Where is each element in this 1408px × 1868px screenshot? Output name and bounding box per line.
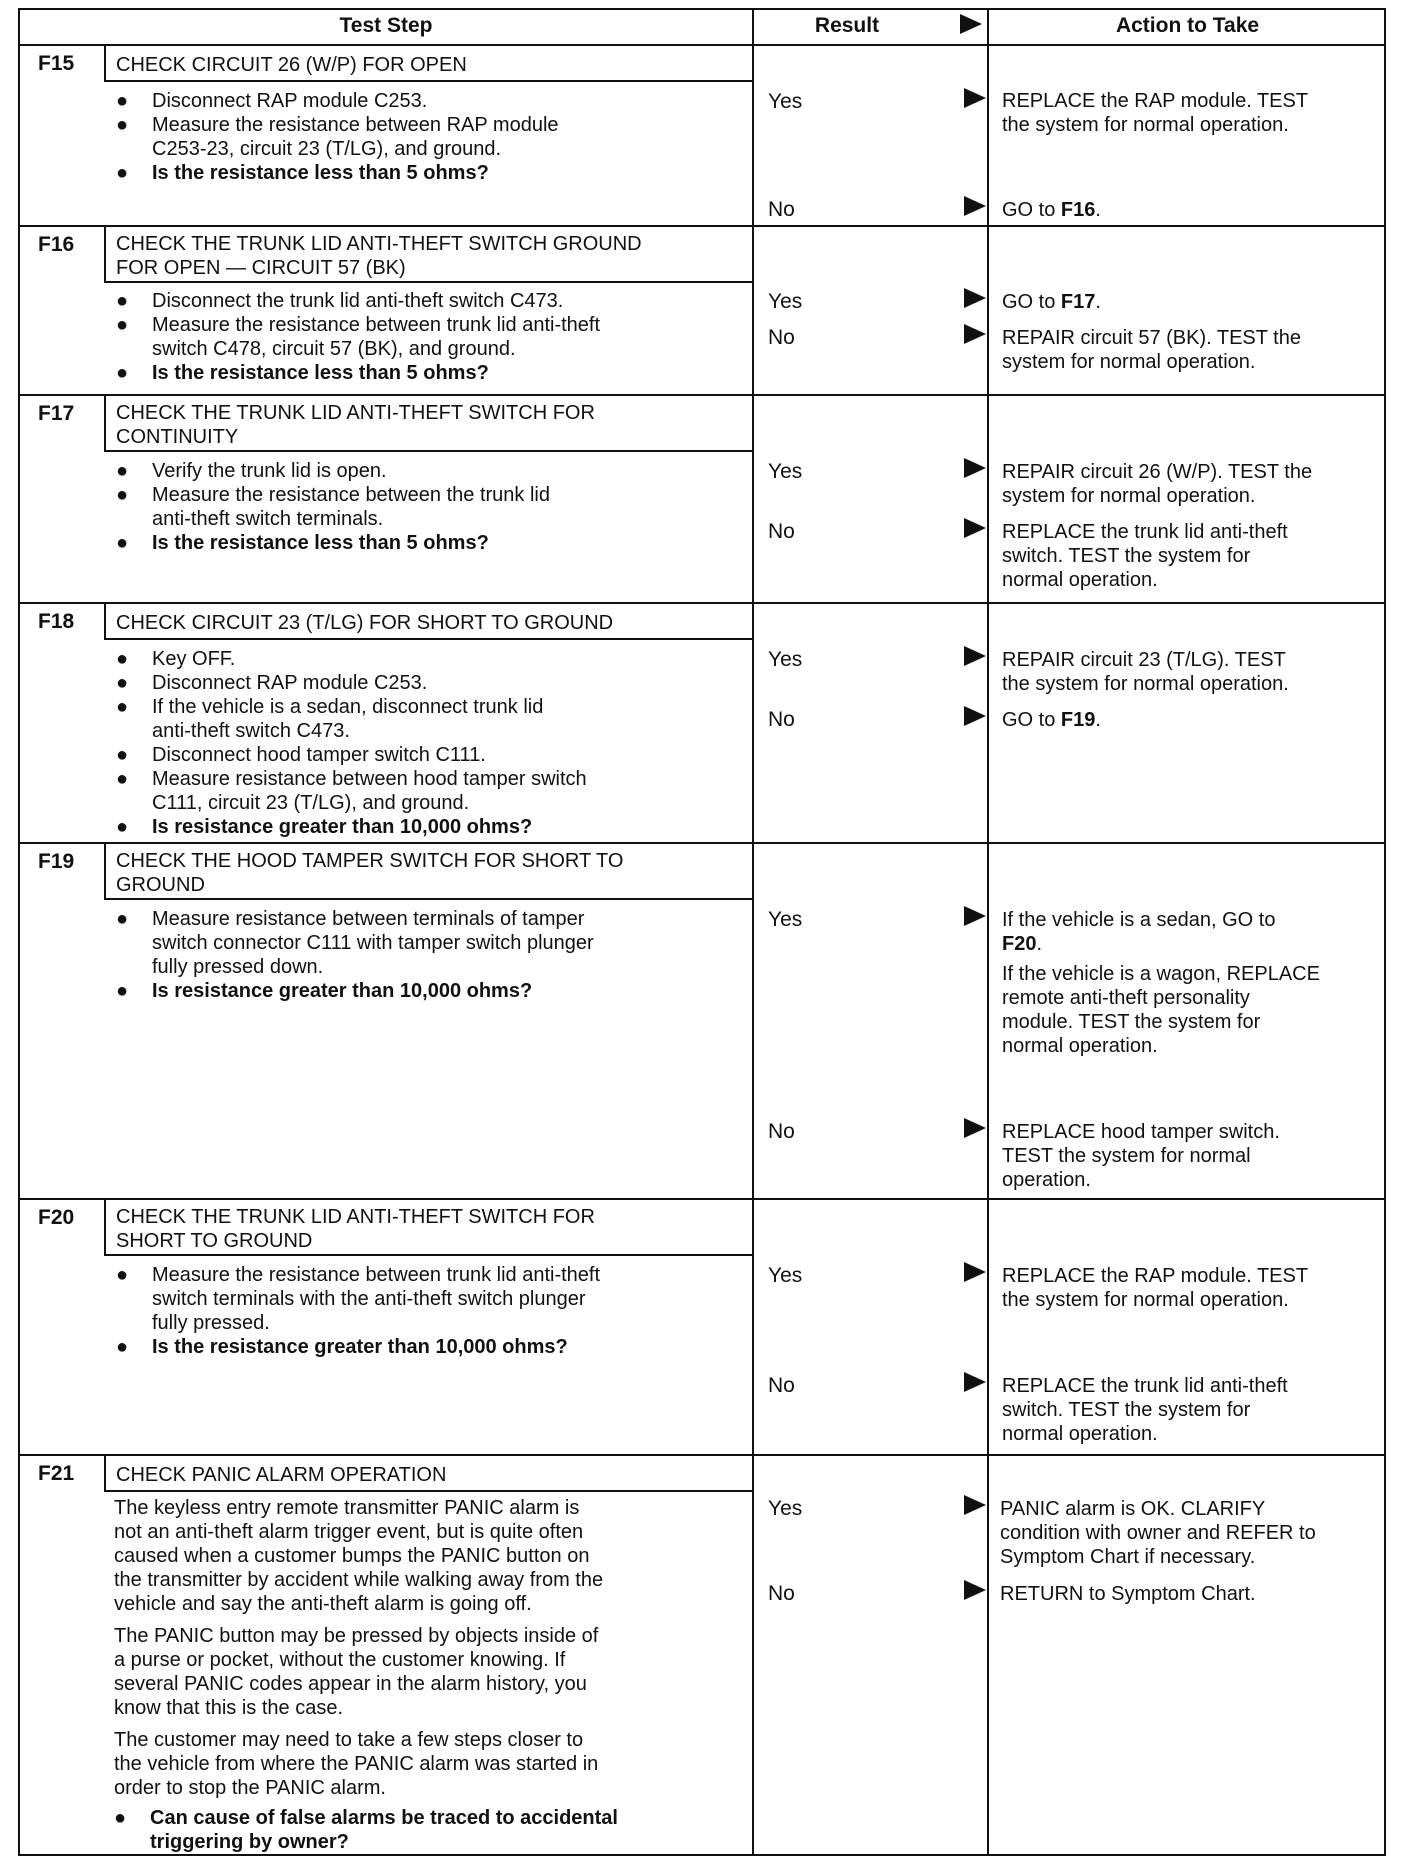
title-divider <box>104 1490 752 1492</box>
arrow-icon <box>964 1495 986 1515</box>
action-text: GO to F17. <box>1002 291 1101 313</box>
action-text: REPAIR circuit 26 (W/P). TEST the system for normal operation. <box>1002 461 1313 507</box>
arrow-icon <box>964 458 986 478</box>
step-question: ● Is the resistance less than 5 ohms? <box>116 362 489 384</box>
arrow-icon <box>964 1372 986 1392</box>
arrow-icon <box>964 706 986 726</box>
header-divider <box>20 44 1386 46</box>
id-divider <box>104 394 106 450</box>
step-question: ● Is the resistance less than 5 ohms? <box>116 532 489 554</box>
header-arrow-icon <box>960 14 982 34</box>
arrow-icon <box>964 324 986 344</box>
step-question: ● Can cause of false alarms be traced to accidental triggering by owner? <box>114 1807 618 1853</box>
step-bullet: ● Measure the resistance between trunk lid anti-theft switch C478, circuit 57 (BK), and ground. <box>116 314 601 360</box>
step-bullet: ● Measure the resistance between trunk lid anti-theft switch terminals with the anti-theft switch plunger fully pressed. <box>116 1264 601 1334</box>
step-bullet: ● Verify the trunk lid is open. <box>116 460 387 482</box>
step-bullet: ● Disconnect hood tamper switch C111. <box>116 744 486 766</box>
step-id: F19 <box>38 850 75 873</box>
step-question: ● Is the resistance greater than 10,000 ohms? <box>116 1336 568 1358</box>
title-divider <box>104 638 752 640</box>
id-divider <box>104 602 106 638</box>
result-yes: Yes <box>768 1264 803 1287</box>
step-id: F18 <box>38 610 75 633</box>
step-title: CHECK THE TRUNK LID ANTI-THEFT SWITCH FOR SHORT TO GROUND <box>116 1206 595 1252</box>
action-text: REPLACE the RAP module. TEST the system for normal operation. <box>1002 1265 1309 1311</box>
result-yes: Yes <box>768 908 803 931</box>
step-question: ● Is resistance greater than 10,000 ohms? <box>116 980 533 1002</box>
action-text: REPLACE the RAP module. TEST the system for normal operation. <box>1002 90 1309 136</box>
result-yes: Yes <box>768 648 803 671</box>
step-id: F21 <box>38 1462 75 1485</box>
result-yes: Yes <box>768 1497 803 1520</box>
result-yes: Yes <box>768 460 803 483</box>
arrow-icon <box>964 196 986 216</box>
result-no: No <box>768 1120 795 1143</box>
step-paragraph: The customer may need to take a few steps closer to the vehicle from where the PANIC alarm was started in order to stop the PANIC alarm. <box>114 1729 599 1799</box>
step-title: CHECK PANIC ALARM OPERATION <box>116 1464 447 1486</box>
title-divider <box>104 450 752 452</box>
row-divider <box>20 225 1386 227</box>
row-divider <box>20 842 1386 844</box>
step-bullet: ● Measure resistance between hood tamper switch C111, circuit 23 (T/LG), and ground. <box>116 768 587 814</box>
action-text: REPLACE the trunk lid anti-theft switch. TEST the system for normal operation. <box>1002 1375 1288 1445</box>
action-text: REPLACE hood tamper switch. TEST the system for normal operation. <box>1002 1121 1280 1191</box>
step-bullet: ● Disconnect RAP module C253. <box>116 90 428 112</box>
step-id: F16 <box>38 233 75 256</box>
step-question: ● Is the resistance less than 5 ohms? <box>116 162 489 184</box>
header-test-step: Test Step <box>339 14 433 37</box>
result-no: No <box>768 520 795 543</box>
action-text: REPAIR circuit 57 (BK). TEST the system for normal operation. <box>1002 327 1301 373</box>
action-text: REPAIR circuit 23 (T/LG). TEST the system for normal operation. <box>1002 649 1289 695</box>
step-title: CHECK THE TRUNK LID ANTI-THEFT SWITCH FOR CONTINUITY <box>116 402 595 448</box>
arrow-icon <box>964 288 986 308</box>
result-yes: Yes <box>768 90 803 113</box>
result-no: No <box>768 1582 795 1605</box>
result-no: No <box>768 708 795 731</box>
row-divider <box>20 394 1386 396</box>
header-result: Result <box>814 14 880 37</box>
action-text: GO to F16. <box>1002 199 1101 221</box>
arrow-icon <box>964 906 986 926</box>
action-text: GO to F19. <box>1002 709 1101 731</box>
result-no: No <box>768 1374 795 1397</box>
id-divider <box>104 44 106 80</box>
column-divider-action <box>987 10 989 1856</box>
title-divider <box>104 80 752 82</box>
step-id: F20 <box>38 1206 75 1229</box>
arrow-icon <box>964 88 986 108</box>
step-bullet: ● Measure the resistance between RAP module C253-23, circuit 23 (T/LG), and ground. <box>116 114 559 160</box>
step-bullet: ● Measure the resistance between the trunk lid anti-theft switch terminals. <box>116 484 550 530</box>
step-bullet: ● Measure resistance between terminals of tamper switch connector C111 with tamper switch plunger fully pressed down. <box>116 908 594 978</box>
header-action: Action to Take <box>1115 14 1260 37</box>
step-title: CHECK THE TRUNK LID ANTI-THEFT SWITCH GROUND FOR OPEN — CIRCUIT 57 (BK) <box>116 233 642 279</box>
id-divider <box>104 1198 106 1254</box>
step-bullet: ● Disconnect RAP module C253. <box>116 672 428 694</box>
arrow-icon <box>964 1262 986 1282</box>
action-text: If the vehicle is a sedan, GO to F20. <box>1002 909 1276 955</box>
id-divider <box>104 225 106 281</box>
column-divider-result <box>752 10 754 1856</box>
step-title: CHECK CIRCUIT 23 (T/LG) FOR SHORT TO GROUND <box>116 612 614 634</box>
arrow-icon <box>964 1118 986 1138</box>
title-divider <box>104 898 752 900</box>
arrow-icon <box>964 1580 986 1600</box>
result-no: No <box>768 198 795 221</box>
step-paragraph: The PANIC button may be pressed by objects inside of a purse or pocket, without the customer knowing. If several PANIC codes appear in the alarm history, you know that this is the case. <box>114 1625 599 1719</box>
title-divider <box>104 1254 752 1256</box>
step-id: F17 <box>38 402 75 425</box>
action-text: RETURN to Symptom Chart. <box>1000 1583 1256 1605</box>
step-question: ● Is resistance greater than 10,000 ohms? <box>116 816 533 838</box>
title-divider <box>104 281 752 283</box>
action-text: If the vehicle is a wagon, REPLACE remote anti-theft personality module. TEST the system for normal operation. <box>1002 963 1320 1057</box>
action-text: REPLACE the trunk lid anti-theft switch. TEST the system for normal operation. <box>1002 521 1288 591</box>
diagnostic-table <box>18 8 1386 1856</box>
row-divider <box>20 1198 1386 1200</box>
id-divider <box>104 1454 106 1490</box>
step-bullet: ● Key OFF. <box>116 648 236 670</box>
result-no: No <box>768 326 795 349</box>
step-bullet: ● Disconnect the trunk lid anti-theft switch C473. <box>116 290 564 312</box>
step-title: CHECK THE HOOD TAMPER SWITCH FOR SHORT TO GROUND <box>116 850 624 896</box>
row-divider <box>20 602 1386 604</box>
step-bullet: ● If the vehicle is a sedan, disconnect trunk lid anti-theft switch C473. <box>116 696 544 742</box>
arrow-icon <box>964 646 986 666</box>
step-id: F15 <box>38 52 75 75</box>
id-divider <box>104 842 106 898</box>
arrow-icon <box>964 518 986 538</box>
step-title: CHECK CIRCUIT 26 (W/P) FOR OPEN <box>116 54 467 76</box>
result-yes: Yes <box>768 290 803 313</box>
row-divider <box>20 1454 1386 1456</box>
step-paragraph: The keyless entry remote transmitter PANIC alarm is not an anti-theft alarm trigger event, but is quite often caused when a customer bumps the PANIC button on the transmitter by accident while walking away from the vehicle and say the anti-theft alarm is going off. <box>114 1497 604 1615</box>
action-text: PANIC alarm is OK. CLARIFY condition with owner and REFER to Symptom Chart if necessary. <box>1000 1498 1316 1568</box>
